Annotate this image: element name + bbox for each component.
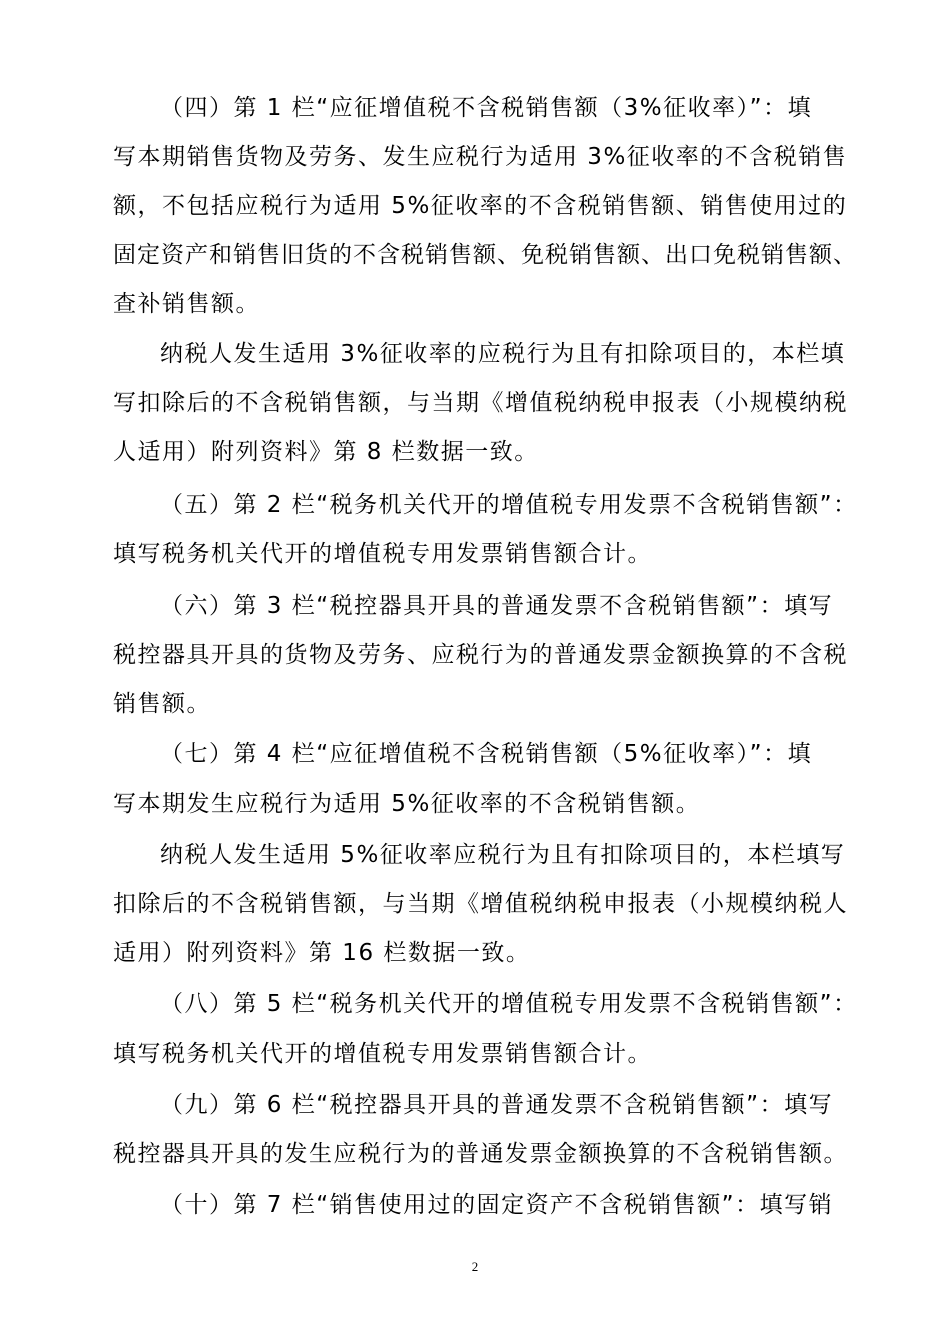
text-line: 写本期发生应税行为适用 5%征收率的不含税销售额。	[113, 791, 701, 817]
text-line: （七）第 4 栏“应征增值税不含税销售额（5%征收率）”：填	[160, 741, 813, 767]
text-line: 查补销售额。	[113, 291, 260, 317]
text-line: 人适用）附列资料》第 8 栏数据一致。	[113, 439, 539, 465]
text-line: （八）第 5 栏“税务机关代开的增值税专用发票不含税销售额”：	[160, 991, 858, 1017]
text-line: （四）第 1 栏“应征增值税不含税销售额（3%征收率）”：填	[160, 95, 813, 121]
text-line: 纳税人发生适用 3%征收率的应税行为且有扣除项目的，本栏填	[160, 341, 846, 367]
text-line: 扣除后的不含税销售额，与当期《增值税纳税申报表（小规模纳税人	[113, 891, 848, 917]
text-line: （五）第 2 栏“税务机关代开的增值税专用发票不含税销售额”：	[160, 492, 858, 518]
text-line: 填写税务机关代开的增值税专用发票销售额合计。	[113, 1041, 652, 1067]
text-line: 填写税务机关代开的增值税专用发票销售额合计。	[113, 541, 652, 567]
text-line: 纳税人发生适用 5%征收率应税行为且有扣除项目的，本栏填写	[160, 842, 846, 868]
text-line: （十）第 7 栏“销售使用过的固定资产不含税销售额”：填写销	[160, 1192, 834, 1218]
text-line: （六）第 3 栏“税控器具开具的普通发票不含税销售额”：填写	[160, 593, 834, 619]
text-line: 税控器具开具的发生应税行为的普通发票金额换算的不含税销售额。	[113, 1141, 848, 1167]
text-line: 写本期销售货物及劳务、发生应税行为适用 3%征收率的不含税销售	[113, 144, 848, 170]
text-line: 固定资产和销售旧货的不含税销售额、免税销售额、出口免税销售额、	[113, 242, 857, 268]
page-number: 2	[471, 1259, 479, 1274]
text-line: 写扣除后的不含税销售额，与当期《增值税纳税申报表（小规模纳税	[113, 390, 848, 416]
text-line: 额，不包括应税行为适用 5%征收率的不含税销售额、销售使用过的	[113, 193, 848, 219]
text-line: （九）第 6 栏“税控器具开具的普通发票不含税销售额”：填写	[160, 1092, 834, 1118]
text-line: 销售额。	[113, 691, 211, 717]
text-line: 适用）附列资料》第 16 栏数据一致。	[113, 940, 531, 966]
text-line: 税控器具开具的货物及劳务、应税行为的普通发票金额换算的不含税	[113, 642, 848, 668]
